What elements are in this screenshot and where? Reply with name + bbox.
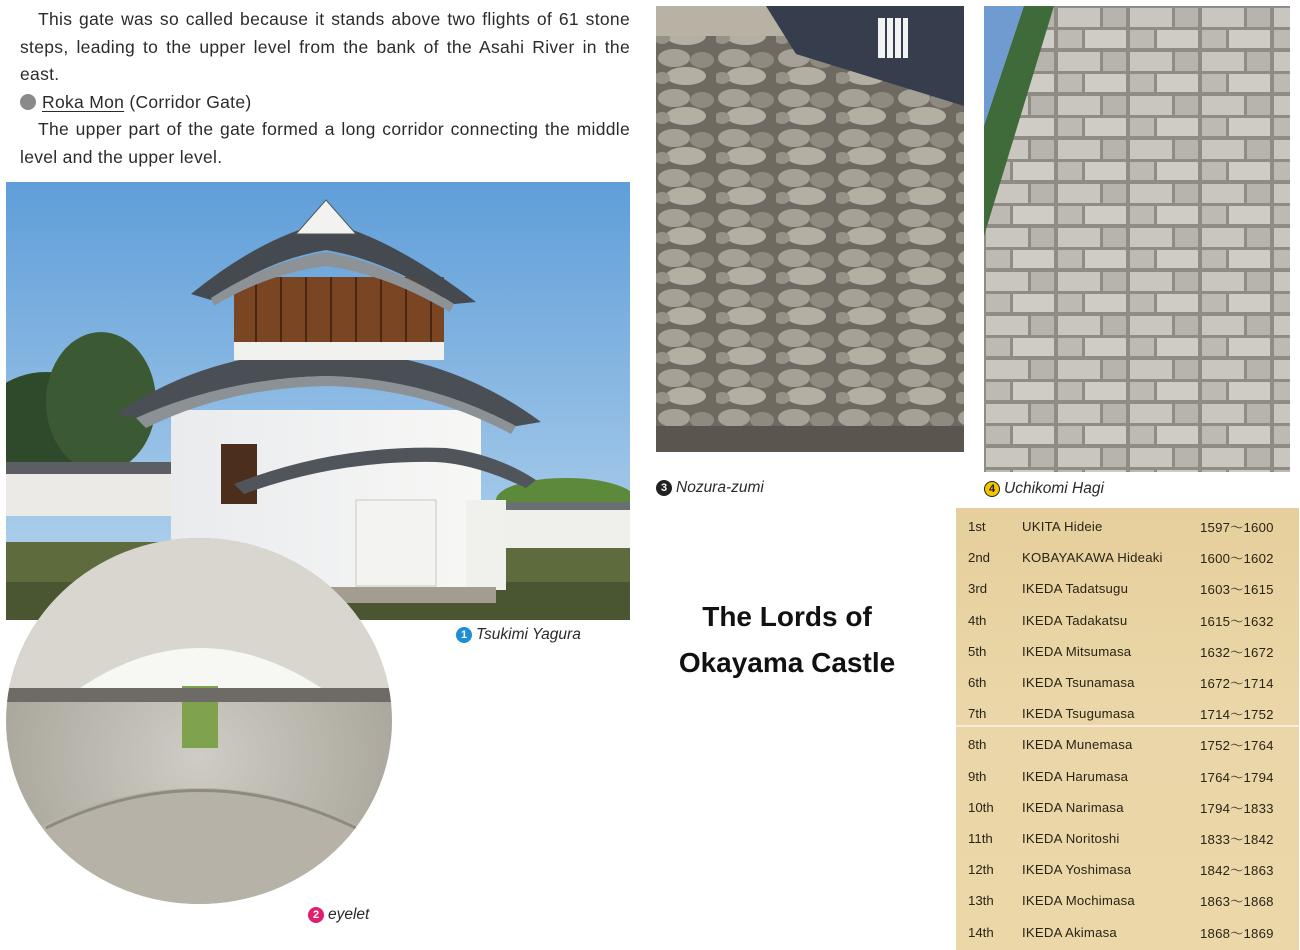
lords-table	[956, 508, 1299, 950]
lord-years: 1863～1868	[1200, 894, 1274, 910]
lord-ordinal: 5th	[968, 643, 987, 659]
roka-mon-name: Roka Mon	[42, 91, 125, 112]
lord-years: 1600～1602	[1200, 551, 1274, 567]
lord-row	[956, 823, 1299, 854]
lord-name: IKEDA Narimasa	[1022, 799, 1124, 815]
lords-title	[652, 594, 922, 686]
uchikomi-hagi-photo	[984, 6, 1290, 472]
lords-title-line-2: Okayama Castle	[678, 647, 896, 678]
lord-row	[956, 542, 1299, 573]
lord-name: IKEDA Mochimasa	[1022, 893, 1135, 909]
lord-name: IKEDA Munemasa	[1022, 737, 1133, 753]
lord-row	[956, 573, 1299, 604]
lord-years: 1714～1752	[1200, 707, 1274, 723]
lord-row	[956, 511, 1299, 542]
number-2-icon: 2	[308, 907, 324, 923]
lord-row	[956, 917, 1299, 948]
intro-paragraph-2: The upper part of the gate formed a long corridor connecting the middle level and the upper level.	[20, 119, 630, 167]
eyelet-photo	[6, 538, 392, 904]
lord-name: IKEDA Mitsumasa	[1022, 643, 1132, 659]
lord-ordinal: 10th	[968, 799, 994, 815]
lord-name: IKEDA Tsugumasa	[1022, 706, 1135, 722]
lord-years: 1632～1672	[1200, 644, 1274, 660]
lord-years: 1833～1842	[1200, 832, 1274, 847]
caption-text: Tsukimi Yagura	[476, 626, 581, 643]
lord-row	[956, 761, 1299, 792]
lord-row	[956, 854, 1299, 885]
lord-name: IKEDA Tadatsugu	[1022, 581, 1129, 597]
lord-ordinal: 14th	[968, 924, 994, 940]
lord-ordinal: 8th	[968, 737, 987, 753]
bullet-icon	[20, 94, 36, 110]
caption-text: eyelet	[328, 906, 370, 923]
caption-text: Uchikomi Hagi	[1004, 480, 1104, 497]
tsukimi-yagura-photo	[6, 182, 630, 620]
caption-uchikomi-hagi	[984, 480, 1104, 498]
lord-years: 1842～1863	[1200, 863, 1274, 879]
lord-years: 1603～1615	[1200, 582, 1274, 598]
lord-years: 1868～1869	[1200, 925, 1274, 941]
lord-ordinal: 9th	[968, 768, 987, 784]
lord-ordinal: 12th	[968, 862, 994, 878]
caption-nozura-zumi	[656, 479, 764, 497]
lord-row	[956, 729, 1299, 760]
lord-name: IKEDA Yoshimasa	[1022, 862, 1132, 878]
caption-tsukimi-yagura	[456, 626, 581, 644]
lord-row	[956, 636, 1299, 667]
lord-years: 1672～1714	[1200, 676, 1274, 691]
caption-eyelet	[308, 906, 369, 924]
lord-years: 1752～1764	[1200, 738, 1274, 754]
lord-row	[956, 667, 1299, 698]
lord-row	[956, 792, 1299, 823]
number-1-icon: 1	[456, 627, 472, 643]
lord-ordinal: 4th	[968, 612, 987, 628]
lord-name: IKEDA Tsunamasa	[1022, 675, 1135, 690]
lord-name: IKEDA Noritoshi	[1022, 831, 1120, 846]
lord-row	[956, 885, 1299, 916]
roka-mon-subtitle: (Corridor Gate)	[124, 91, 252, 112]
lord-name: IKEDA Akimasa	[1022, 924, 1117, 940]
lord-name: KOBAYAKAWA Hideaki	[1022, 550, 1163, 566]
decorative-white-shape	[458, 662, 640, 902]
nozura-zumi-photo	[656, 6, 964, 452]
caption-text: Nozura-zumi	[676, 479, 764, 496]
lord-years: 1615～1632	[1200, 613, 1274, 629]
lord-row	[956, 698, 1299, 729]
lords-title-line-1: The Lords of	[702, 601, 872, 632]
roka-mon-heading	[20, 89, 630, 117]
lord-years: 1597～1600	[1200, 520, 1274, 535]
lord-ordinal: 2nd	[968, 550, 991, 566]
lord-ordinal: 11th	[968, 831, 993, 846]
lord-ordinal: 3rd	[968, 581, 988, 597]
lord-name: IKEDA Tadakatsu	[1022, 612, 1128, 628]
lord-name: IKEDA Harumasa	[1022, 768, 1129, 784]
lord-name: UKITA Hideie	[1022, 519, 1103, 534]
intro-paragraph-1: This gate was so called because it stands above two flights of 61 stone steps, leading to the upper level from the bank of the Asahi River in the east.	[20, 9, 630, 84]
lord-ordinal: 13th	[968, 893, 994, 909]
lord-ordinal: 7th	[968, 706, 987, 722]
lord-ordinal: 6th	[968, 675, 987, 690]
lord-row	[956, 605, 1299, 636]
number-4-icon: 4	[984, 481, 1000, 497]
lord-years: 1764～1794	[1200, 769, 1274, 785]
intro-text	[20, 6, 630, 171]
number-3-icon: 3	[656, 480, 672, 496]
lord-years: 1794～1833	[1200, 800, 1274, 816]
lord-ordinal: 1st	[968, 519, 986, 534]
